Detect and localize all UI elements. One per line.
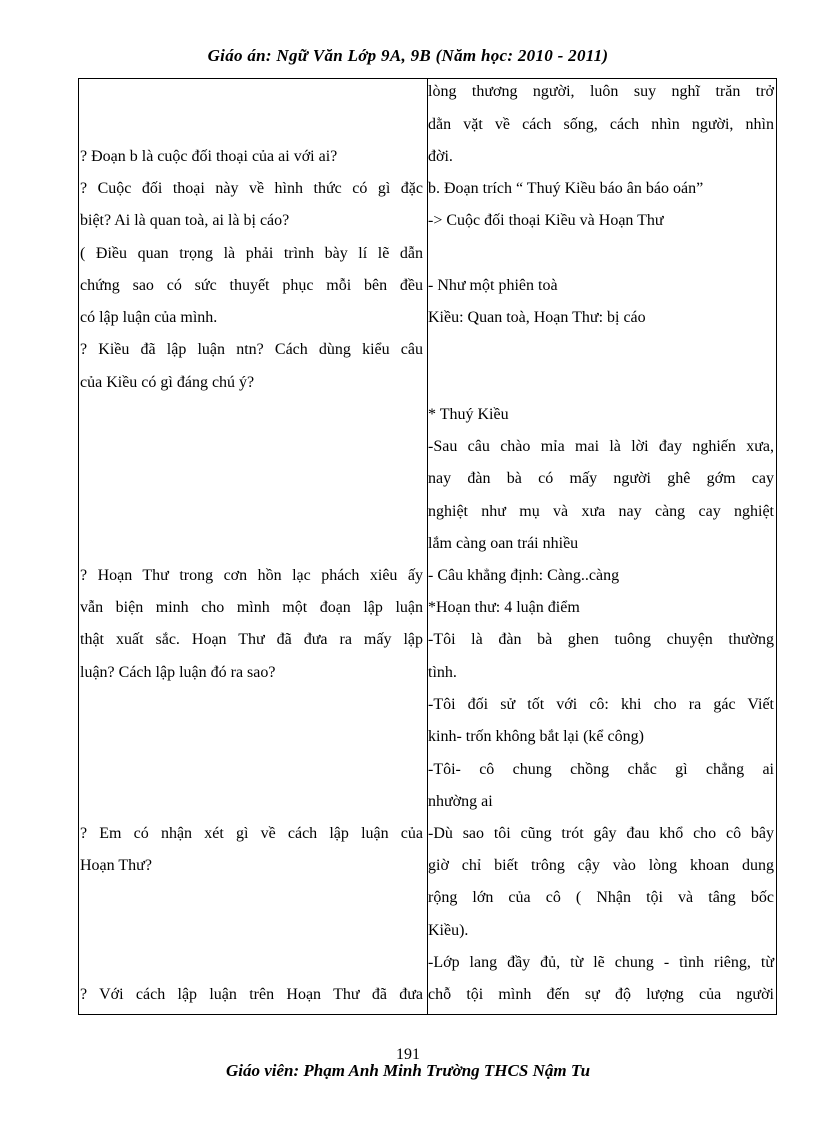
question-line: biệt? Ai là quan toà, ai là bị cáo? — [80, 212, 290, 229]
lesson-table — [78, 78, 777, 1015]
page-number: 191 — [396, 1046, 420, 1063]
question-line: có lập luận của mình. — [80, 309, 218, 326]
answer-line: lắm càng oan trái nhiều — [428, 535, 579, 552]
question-line: ? Đoạn b là cuộc đối thoại của ai với ai? — [80, 148, 338, 165]
answer-line: Kiều: Quan toà, Hoạn Thư: bị cáo — [428, 309, 646, 326]
answer-line: rộng lớn của cô ( Nhận tội và tâng bốc — [428, 889, 774, 906]
answer-line: tình. — [428, 664, 457, 681]
answer-line: chỗ tội mình đến sự độ lượng của người — [428, 986, 774, 1003]
answer-line: - Như một phiên toà — [428, 277, 558, 294]
answer-line: -Tôi đối sử tốt với cô: khi cho ra gác Viết — [428, 696, 774, 713]
question-line: luận? Cách lập luận đó ra sao? — [80, 664, 276, 681]
answer-line: nhường ai — [428, 793, 493, 810]
question-line: ? Kiều đã lập luận ntn? Cách dùng kiểu câu — [80, 341, 423, 358]
answer-line: đời. — [428, 148, 453, 165]
answer-line: giờ chỉ biết trông cậy vào lòng khoan dung — [428, 857, 774, 874]
answer-line: -Sau câu chào mỉa mai là lời đay nghiến xưa, — [428, 438, 774, 455]
question-line: thật xuất sắc. Hoạn Thư đã đưa ra mấy lập — [80, 631, 423, 648]
question-line: ? Cuộc đối thoại này về hình thức có gì đặc — [80, 180, 423, 197]
question-line: ? Với cách lập luận trên Hoạn Thư đã đưa — [80, 986, 423, 1003]
answer-line: nay đàn bà có mấy người ghê gớm cay — [428, 470, 774, 487]
page-footer: Giáo viên: Phạm Anh Minh Trường THCS Nậm Tu — [225, 1061, 591, 1080]
answer-line: * Thuý Kiều — [428, 406, 509, 423]
answer-line: - Câu khẳng định: Càng..càng — [428, 567, 620, 584]
answer-line: -> Cuộc đối thoại Kiều và Hoạn Thư — [428, 212, 664, 229]
answer-line: -Lớp lang đầy đủ, từ lẽ chung - tình riêng, từ — [428, 954, 774, 971]
question-line: vẫn biện minh cho mình một đoạn lập luận — [80, 599, 423, 616]
question-line: chứng sao có sức thuyết phục mỗi bên đều — [80, 277, 423, 294]
page-header: Giáo án: Ngữ Văn Lớp 9A, 9B (Năm học: 2010 - 2011) — [207, 46, 609, 65]
question-line: ? Hoạn Thư trong cơn hồn lạc phách xiêu ấy — [80, 567, 423, 584]
answer-line: *Hoạn thư: 4 luận điểm — [428, 599, 580, 616]
question-line: của Kiều có gì đáng chú ý? — [80, 374, 255, 391]
answer-line: lòng thương người, luôn suy nghĩ trăn trở — [428, 83, 774, 100]
answer-line: Kiều). — [428, 922, 469, 939]
question-line: ( Điều quan trọng là phải trình bày lí lẽ dẫn — [80, 245, 423, 262]
answer-line: nghiệt như mụ và xưa nay càng cay nghiệt — [428, 503, 774, 520]
question-line: ? Em có nhận xét gì về cách lập luận của — [80, 825, 423, 842]
answer-line: kinh- trốn không bắt lại (kể công) — [428, 728, 644, 745]
answer-line: b. Đoạn trích “ Thuý Kiều báo ân báo oán” — [428, 180, 704, 197]
answer-line: -Dù sao tôi cũng trót gây đau khổ cho cô bây — [428, 825, 774, 842]
answer-line: dằn vặt về cách sống, cách nhìn người, nhìn — [428, 116, 774, 133]
answer-line: -Tôi là đàn bà ghen tuông chuyện thường — [428, 631, 774, 648]
answer-line: -Tôi- cô chung chồng chắc gì chẳng ai — [428, 761, 774, 778]
question-line: Hoạn Thư? — [80, 857, 152, 874]
